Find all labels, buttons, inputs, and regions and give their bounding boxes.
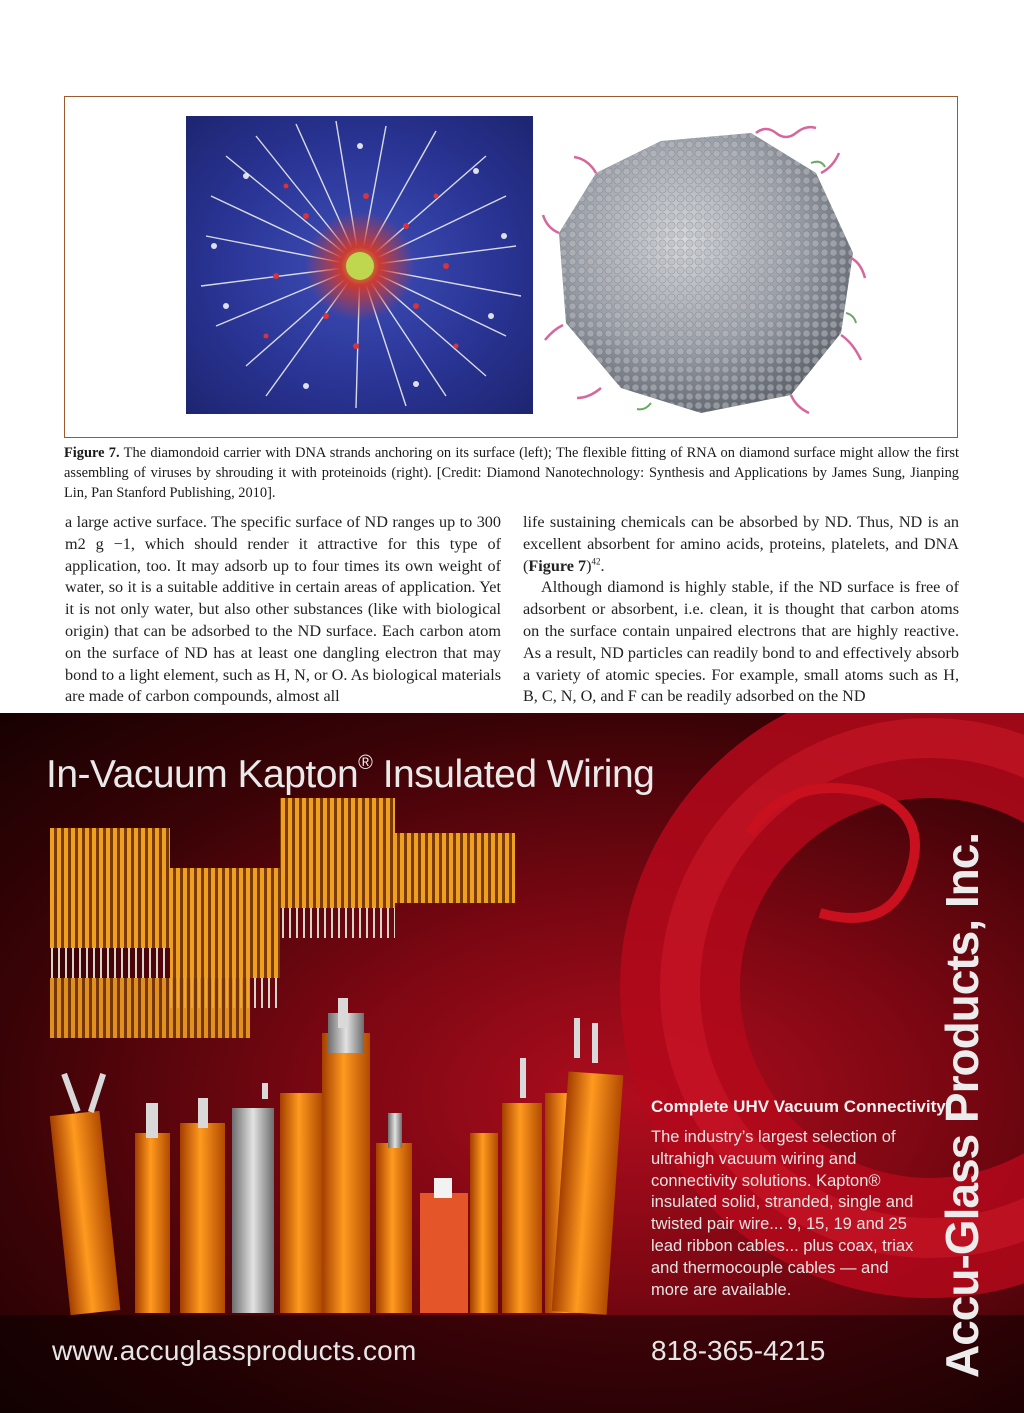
ad-description: The industry’s largest selection of ultrahigh vacuum wiring and connectivity solutions. Kapton® insulated solid, stranded, single and twisted pair wire... 9, 15, 19 and 25 lead ribbon cables... plus coax, triax and thermocouple cables — and more are available. xyxy=(651,1128,914,1299)
figure-reference-link[interactable]: Figure 7 xyxy=(528,556,587,575)
ad-phone-number[interactable]: 818-365-4215 xyxy=(651,1335,826,1366)
article-column-right xyxy=(523,512,959,708)
citation-number: 42 xyxy=(591,556,601,567)
ad-artwork xyxy=(0,713,1024,1413)
article-paragraph: a large active surface. The specific surface of ND ranges up to 300 m2 g −1, which should render it attractive for this type of application, too. It may adsorb up to four times its own weight of water, so it is a suitable additive in certain areas of application. Yet it is not only water, but also other substances (like with biological origin) that can be adsorbed to the ND surface. Each carbon atom on the surface of ND has at least one dangling electron that may bond to a light element, such as H, N, or O. As biological materials are made of carbon compounds, almost all xyxy=(65,513,501,706)
ad-website-link[interactable]: www.accuglassproducts.com xyxy=(52,1335,417,1366)
figure-label: Figure 7. xyxy=(64,445,120,461)
diamond-rna-image xyxy=(541,113,871,419)
article-column-left xyxy=(65,512,501,708)
ad-headline xyxy=(46,753,654,797)
article-paragraph xyxy=(523,512,959,577)
registered-mark: ® xyxy=(358,752,373,774)
sentence-end: . xyxy=(600,556,605,575)
figure-caption-text: The diamondoid carrier with DNA strands anchoring on its surface (left); The flexible fitting of RNA on diamond surface might allow the first assembling of viruses by shrouding it with proteinoids (right). [Credit: Diamond Nanotechnology: Synthesis and Applications by James Sung, Jianping Lin, Pan Stanford Publishing, 2010]. xyxy=(64,445,959,501)
article-paragraph-text: life sustaining chemicals can be absorbed by ND. Thus, ND is an excellent absorbent for amino acids, proteins, platelets, and DNA ( xyxy=(523,513,959,575)
diamondoid-dna-image xyxy=(186,116,533,414)
reference-paren-close: ) xyxy=(586,556,592,575)
ad-headline-part: Insulated Wiring xyxy=(372,753,655,796)
article-paragraph: Although diamond is highly stable, if the ND surface is free of adsorbent or absorbent, i.e. clean, it is thought that carbon atoms on the surface contain unpaired electrons that are highly reactive. As a result, ND particles can readily bond to and effectively absorb a variety of atomic species. For example, small atoms such as H, B, C, N, O, and F can be readily adsorbed on the ND xyxy=(523,578,959,706)
figure-caption xyxy=(64,443,959,503)
advertisement xyxy=(0,713,1024,1413)
ad-headline-part: In-Vacuum Kapton xyxy=(46,753,359,796)
figure-frame xyxy=(64,96,958,438)
ad-subhead: Complete UHV Vacuum Connectivity xyxy=(651,1097,946,1116)
company-logo-text: Accu-Glass Products, Inc. xyxy=(936,832,988,1378)
